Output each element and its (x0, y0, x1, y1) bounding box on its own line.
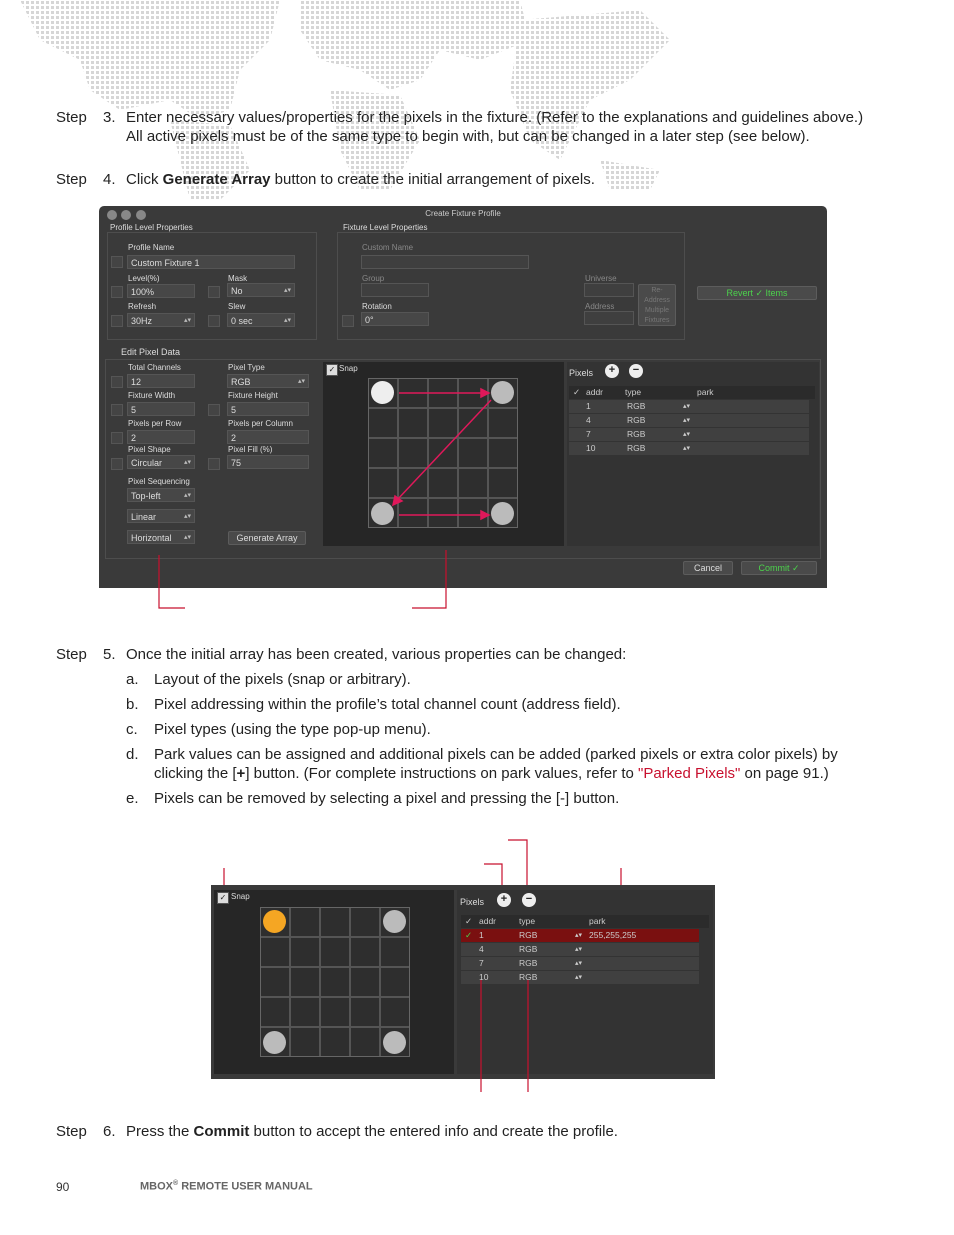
addr-cell: 1 (586, 401, 591, 411)
universe-field[interactable] (584, 283, 634, 297)
snap-checkbox[interactable]: ✓ (326, 364, 338, 376)
type-cell[interactable]: RGB (627, 443, 646, 453)
pixel-sequencing-select[interactable] (127, 488, 195, 502)
callout-lines-top (215, 838, 635, 888)
manual-title-part: MBOX (140, 1180, 173, 1193)
fixture-width-checkbox[interactable] (111, 404, 123, 416)
sub-letter: d. (126, 746, 139, 763)
stepper-icon: ▴▾ (575, 974, 583, 981)
type-cell[interactable]: RGB (627, 415, 646, 425)
slew-label: Slew (228, 302, 246, 311)
addr-cell: 10 (586, 443, 596, 453)
stepper-icon: ▴▾ (183, 534, 191, 541)
text-segment: button to accept the entered info and create the profile. (249, 1123, 618, 1140)
profile-level-heading: Profile Level Properties (110, 223, 193, 232)
mask-select[interactable] (227, 283, 295, 297)
pixel-type-label: Pixel Type (228, 363, 265, 372)
custom-name-field[interactable] (361, 255, 529, 269)
bold-term: Generate Array (162, 171, 271, 188)
addr-column-header[interactable]: addr (586, 387, 604, 397)
pixel-3[interactable] (263, 1031, 286, 1054)
table-row[interactable] (569, 442, 809, 455)
sub-text: Layout of the pixels (snap or arbitrary). (154, 671, 411, 688)
text-segment: Park values can be assigned and additional pixels can be added (parked pixels or extra color pixels) by clicking the [ (154, 746, 838, 782)
addr-cell: 4 (479, 944, 484, 954)
create-fixture-profile-dialog (99, 206, 827, 588)
remove-pixel-button[interactable]: − (629, 364, 643, 378)
mask-checkbox[interactable] (208, 286, 220, 298)
type-column-header[interactable]: type (519, 916, 536, 926)
sequence-arrows (323, 362, 564, 546)
pixel-2[interactable] (383, 910, 406, 933)
sub-letter: e. (126, 790, 139, 807)
step-number: 6. (103, 1123, 116, 1140)
stepper-icon: ▴▾ (283, 317, 291, 324)
bold-term: Commit (193, 1123, 250, 1140)
cancel-button[interactable]: Cancel (683, 561, 733, 575)
slew-value: 0 sec (231, 316, 253, 326)
fixture-level-heading: Fixture Level Properties (343, 223, 428, 232)
mask-value: No (231, 286, 243, 296)
sub-letter: c. (126, 721, 138, 738)
generate-array-button[interactable]: Generate Array (228, 531, 306, 545)
profile-name-label: Profile Name (128, 243, 175, 252)
type-column-header[interactable]: type (625, 387, 642, 397)
stepper-icon: ▴▾ (183, 492, 191, 499)
pixels-per-row-checkbox[interactable] (111, 432, 123, 444)
address-field[interactable] (584, 311, 634, 325)
type-cell[interactable]: RGB (519, 930, 538, 940)
refresh-checkbox[interactable] (111, 315, 123, 327)
horizontal-select[interactable] (127, 530, 195, 544)
addr-cell: 10 (479, 972, 489, 982)
pixel-type-select[interactable] (227, 374, 309, 388)
fixture-width-label: Fixture Width (128, 391, 176, 400)
slew-select[interactable] (227, 313, 295, 327)
stepper-icon: ▴▾ (575, 932, 583, 939)
step-label: Step (56, 171, 87, 188)
refresh-value: 30Hz (131, 316, 153, 326)
stepper-icon: ▴▾ (297, 378, 305, 385)
pixels-per-column-field[interactable]: 2 (227, 430, 309, 444)
table-header (461, 915, 709, 928)
sub-letter: b. (126, 696, 139, 713)
group-label: Group (362, 274, 385, 283)
step-label: Step (56, 1123, 87, 1140)
table-row[interactable] (569, 428, 809, 441)
pixel-layout-pane (214, 890, 454, 1074)
fixture-height-label: Fixture Height (228, 391, 278, 400)
step-text (126, 170, 871, 189)
level-checkbox[interactable] (111, 286, 123, 298)
parked-pixels-link[interactable]: "Parked Pixels" (638, 765, 741, 782)
pixels-heading: Pixels (460, 897, 485, 907)
table-row-selected[interactable] (461, 929, 699, 942)
pixel-fill-field[interactable]: 75 (227, 455, 309, 469)
stepper-icon: ▴▾ (183, 459, 191, 466)
addr-cell: 4 (586, 415, 591, 425)
manual-title-part: REMOTE USER MANUAL (178, 1180, 313, 1193)
stepper-icon: ▴▾ (183, 317, 191, 324)
addr-cell: 7 (586, 429, 591, 439)
pixel-editor-closeup (211, 885, 715, 1079)
addr-cell: 1 (479, 930, 484, 940)
add-pixel-button[interactable]: + (497, 893, 511, 907)
registered-mark: ® (173, 1180, 179, 1187)
pixels-per-column-label: Pixels per Column (228, 419, 293, 428)
type-cell[interactable]: RGB (627, 401, 646, 411)
sub-text (154, 745, 874, 783)
step-text: Once the initial array has been created, various properties can be changed: (126, 646, 627, 663)
park-column-header[interactable]: park (697, 387, 714, 397)
pixel-shape-label: Pixel Shape (128, 445, 171, 454)
refresh-select[interactable] (127, 313, 195, 327)
pixels-list-pane (567, 362, 819, 546)
pixel-fill-checkbox[interactable] (208, 458, 220, 470)
stepper-icon: ▴▾ (575, 960, 583, 967)
addr-cell: 7 (479, 958, 484, 968)
pixel-shape-value: Circular (131, 458, 163, 468)
pixels-table (569, 386, 817, 536)
snap-label: Snap (231, 892, 250, 901)
addr-column-header[interactable]: addr (479, 916, 497, 926)
stepper-icon: ▴▾ (683, 431, 691, 438)
profile-name-field[interactable]: Custom Fixture 1 (127, 255, 295, 269)
fixture-height-field[interactable]: 5 (227, 402, 309, 416)
park-column-header[interactable]: park (589, 916, 606, 926)
pixel-fill-label: Pixel Fill (%) (228, 445, 273, 454)
readdress-button[interactable]: Re-Address Multiple Fixtures (638, 284, 676, 326)
stepper-icon: ▴▾ (683, 445, 691, 452)
stepper-icon: ▴▾ (683, 417, 691, 424)
pixel-1-selected[interactable] (263, 910, 286, 933)
check-cell[interactable]: ✓ (465, 930, 473, 940)
total-channels-field[interactable]: 12 (127, 374, 195, 388)
sub-text: Pixels can be removed by selecting a pixel and pressing the [-] button. (154, 790, 620, 807)
step-label: Step (56, 109, 87, 126)
snap-label: Snap (339, 364, 358, 373)
level-label: Level(%) (128, 274, 160, 283)
sub-text: Pixel types (using the type pop-up menu). (154, 721, 431, 738)
park-cell[interactable]: 255,255,255 (589, 930, 637, 940)
address-label: Address (585, 302, 615, 311)
dialog-title: Create Fixture Profile (425, 209, 501, 218)
text-segment: on page 91.) (740, 765, 829, 782)
linear-value: Linear (131, 512, 157, 522)
text-segment: ] button. (For complete instructions on park values, refer to (245, 765, 638, 782)
stepper-icon: ▴▾ (575, 946, 583, 953)
slew-checkbox[interactable] (208, 315, 220, 327)
check-column-header[interactable]: ✓ (573, 387, 581, 397)
refresh-label: Refresh (128, 302, 157, 311)
pixel-sequencing-label: Pixel Sequencing (128, 477, 190, 486)
total-channels-checkbox[interactable] (111, 376, 123, 388)
rotation-checkbox[interactable] (342, 315, 354, 327)
total-channels-label: Total Channels (128, 363, 181, 372)
type-cell[interactable]: RGB (627, 429, 646, 439)
revert-items-button[interactable]: Revert ✓ Items (697, 286, 817, 300)
commit-button[interactable]: Commit ✓ (741, 561, 817, 575)
pixels-heading: Pixels (569, 368, 594, 378)
rotation-label: Rotation (362, 302, 392, 311)
pixel-sequencing-value: Top-left (131, 491, 161, 501)
stepper-icon: ▴▾ (283, 287, 291, 294)
add-pixel-button[interactable]: + (605, 364, 619, 378)
step-text (126, 1122, 871, 1141)
bold-term: + (236, 765, 246, 782)
mask-label: Mask (228, 274, 248, 283)
text-segment: Click (126, 171, 163, 188)
page-number: 90 (56, 1180, 70, 1194)
step-label: Step (56, 646, 87, 663)
step-number: 4. (103, 171, 116, 188)
profile-name-checkbox[interactable] (111, 256, 123, 268)
text-segment: button to create the initial arrangement of pixels. (270, 171, 595, 188)
pixels-per-row-field[interactable]: 2 (127, 430, 195, 444)
text-segment: Press the (126, 1123, 194, 1140)
table-row[interactable] (461, 943, 699, 956)
pixel-4[interactable] (383, 1031, 406, 1054)
universe-label: Universe (585, 274, 617, 283)
table-row[interactable] (569, 414, 809, 427)
horizontal-value: Horizontal (131, 533, 172, 543)
pixel-shape-checkbox[interactable] (111, 458, 123, 470)
type-cell[interactable]: RGB (519, 958, 538, 968)
pixels-per-row-label: Pixels per Row (128, 419, 182, 428)
edit-pixel-heading: Edit Pixel Data (121, 347, 181, 357)
linear-select[interactable] (127, 509, 195, 523)
callout-lines (150, 550, 460, 620)
type-cell[interactable]: RGB (519, 944, 538, 954)
pixel-shape-select[interactable] (127, 455, 195, 469)
sub-text: Pixel addressing within the profile’s total channel count (address field). (154, 696, 621, 713)
pixel-type-value: RGB (231, 377, 251, 387)
pixel-layout-pane (323, 362, 564, 546)
step-text: Enter necessary values/properties for the pixels in the fixture. (Refer to the explanations and guidelines above.) All active pixels must be of the same type to begin with, but can be changed in a later step (see below). (126, 109, 864, 145)
fixture-height-checkbox[interactable] (208, 404, 220, 416)
fixture-width-field[interactable]: 5 (127, 402, 195, 416)
stepper-icon: ▴▾ (683, 403, 691, 410)
manual-title (140, 1180, 313, 1193)
type-cell[interactable]: RGB (519, 972, 538, 982)
level-field[interactable]: 100% (127, 284, 195, 298)
group-field[interactable] (361, 283, 429, 297)
step-number: 3. (103, 109, 116, 126)
callout-lines-bottom (470, 960, 540, 1095)
table-header (569, 386, 815, 399)
custom-name-label: Custom Name (362, 243, 414, 252)
snap-checkbox[interactable]: ✓ (217, 892, 229, 904)
sub-letter: a. (126, 671, 139, 688)
stepper-icon: ▴▾ (183, 513, 191, 520)
remove-pixel-button[interactable]: − (522, 893, 536, 907)
table-row[interactable] (569, 400, 809, 413)
rotation-field[interactable]: 0° (361, 312, 429, 326)
check-column-header[interactable]: ✓ (465, 916, 473, 926)
step-number: 5. (103, 646, 116, 663)
